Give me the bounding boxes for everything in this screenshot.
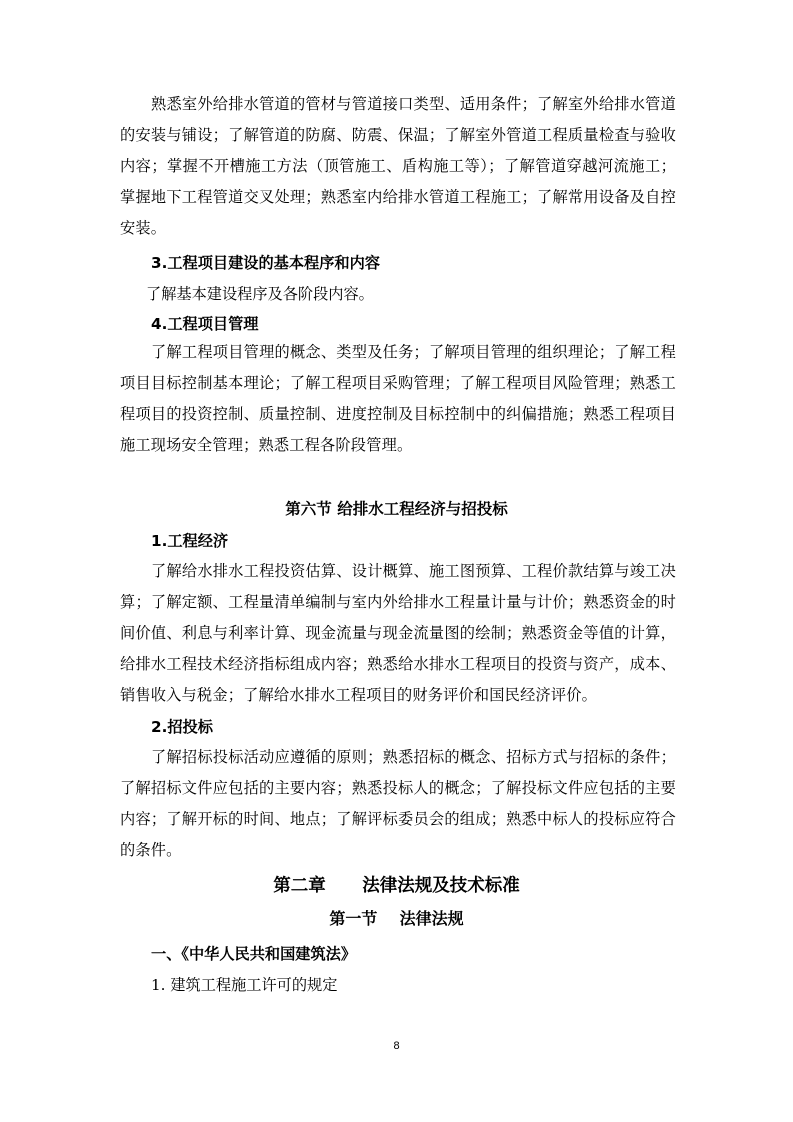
paragraph-construction-procedure: 了解基本建设程序及各阶段内容。 <box>146 285 374 303</box>
page-number: 8 <box>393 1040 400 1052</box>
heading-bidding: 2.招投标 <box>151 718 213 736</box>
paragraph-bidding: 了解招标投标活动应遵循的原则；熟悉招标的概念、招标方式与招标的条件；了解招标文件应包括的主要内容；熟悉投标人的概念；了解投标文件应包括的主要内容；了解开标的时间、地点；了解评标委员会的组成；熟悉中标人的投标应符合的条件。 <box>120 748 676 859</box>
heading-project-management: 4.工程项目管理 <box>151 315 259 333</box>
section-title-economics: 第六节 给排水工程经济与招投标 <box>285 500 508 518</box>
paragraph-project-management: 了解工程项目管理的概念、类型及任务；了解项目管理的组织理论；了解工程项目目标控制基本理论；了解工程项目采购管理；了解工程项目风险管理；熟悉工程项目的投资控制、质量控制、进度控制及目标控制中的纠偏措施；熟悉工程项目施工现场安全管理；熟悉工程各阶段管理。 <box>120 343 676 454</box>
list-item-permit-rules: 1. 建筑工程施工许可的规定 <box>151 976 338 994</box>
heading-construction-procedure: 3.工程项目建设的基本程序和内容 <box>151 254 380 272</box>
section-title-laws: 第一节 法律法规 <box>329 909 464 928</box>
paragraph-pipe-installation: 熟悉室外给排水管道的管材与管道接口类型、适用条件；了解室外给排水管道的安装与铺设；了解管道的防腐、防震、保温；了解室外管道工程质量检查与验收内容；掌握不开槽施工方法（顶管施工、盾构施工等）；了解管道穿越河流施工；掌握地下工程管道交叉处理；熟悉室内给排水管道工程施工；了解常用设备及自控安装。 <box>120 95 676 237</box>
heading-engineering-economics: 1.工程经济 <box>151 532 229 550</box>
subheading-construction-law: 一、《中华人民共和国建筑法》 <box>151 945 357 963</box>
paragraph-engineering-economics: 了解给水排水工程投资估算、设计概算、施工图预算、工程价款结算与竣工决算；了解定额、工程量清单编制与室内外给排水工程量计量与计价；熟悉资金的时间价值、利息与利率计算、现金流量与现金流量图的绘制；熟悉资金等值的计算，给排水工程技术经济指标组成内容；熟悉给水排水工程项目的投资与资产，成本、销售收入与税金；了解给水排水工程项目的财务评价和国民经济评价。 <box>120 562 676 704</box>
chapter-title: 第二章 法律法规及技术标准 <box>273 876 520 896</box>
